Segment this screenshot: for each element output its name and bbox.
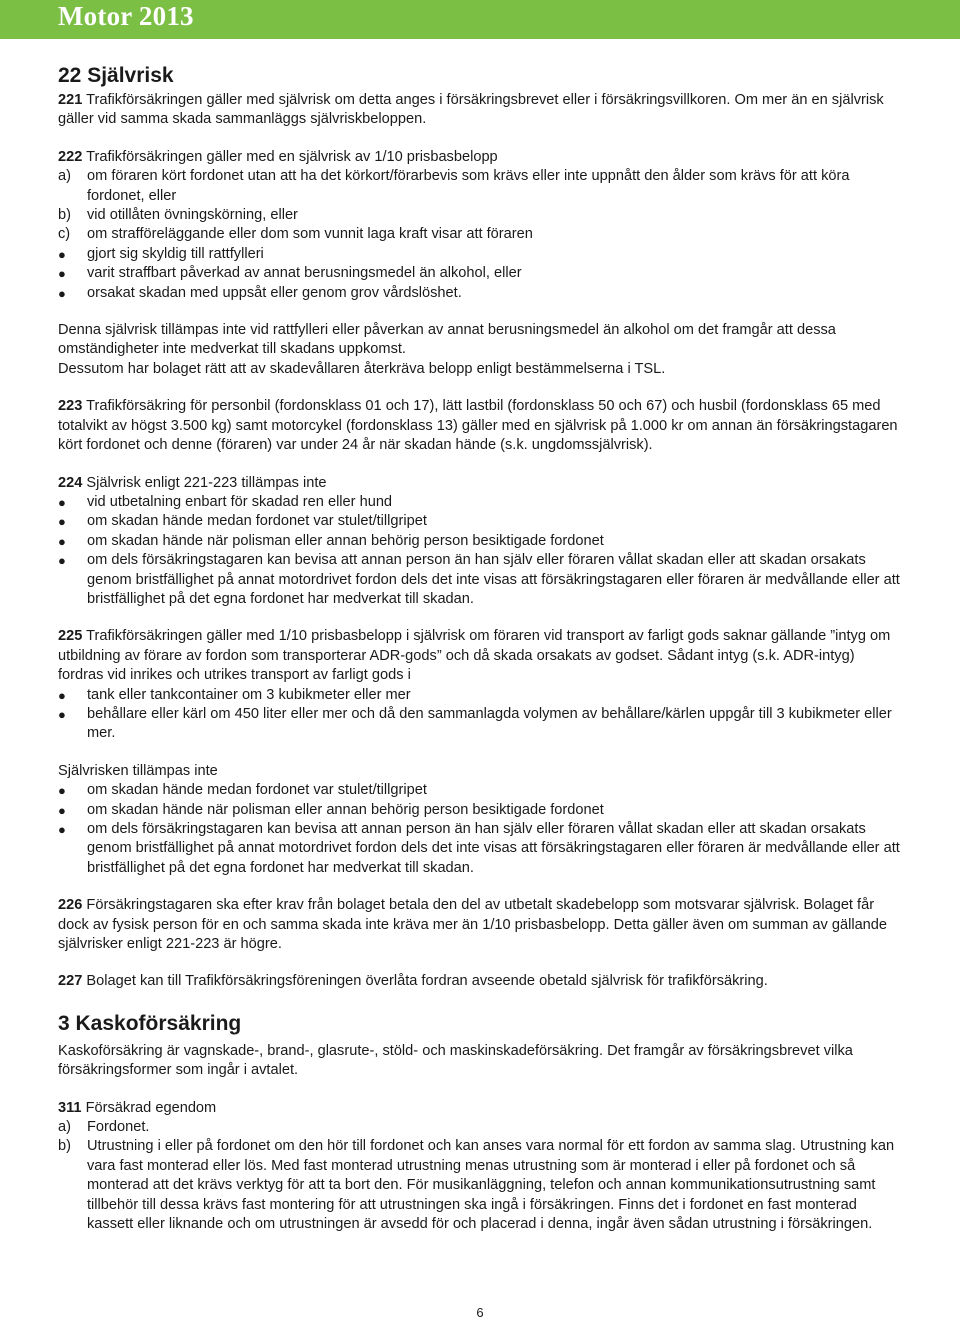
paragraph-text: Självrisk enligt 221-223 tillämpas inte	[82, 474, 327, 491]
paragraph-number: 224	[58, 474, 83, 491]
bullet-icon: ●	[58, 494, 66, 510]
paragraph-222	[58, 148, 900, 303]
paragraph-number: 225	[58, 628, 83, 645]
paragraph-text: Denna självrisk tillämpas inte vid rattfylleri eller påverkan av annat berusningsmedel än alkohol om det framgår att dessa omständigheter inte medverkat till skadans uppkomst.	[58, 322, 836, 358]
bullet-text: gjort sig skyldig till rattfylleri	[87, 245, 264, 262]
paragraph-number: 221	[58, 92, 83, 108]
bullet-text: vid utbetalning enbart för skadad ren eller hund	[87, 493, 393, 510]
bullet-item	[58, 245, 900, 264]
bullet-icon: ●	[58, 783, 66, 799]
list-item-text: om strafföreläggande eller dom som vunnit laga kraft visar att föraren	[87, 226, 533, 243]
bullet-item	[58, 686, 900, 705]
bullet-item	[58, 532, 900, 551]
paragraph-227	[58, 972, 900, 991]
paragraph-text: Trafikförsäkringen gäller med en självrisk av 1/10 prisbasbelopp	[82, 148, 498, 165]
section-intro: Kaskoförsäkring är vagnskade-, brand-, glasrute-, stöld- och maskinskadeförsäkring. Det framgår av försäkringsbrevet vilka försäkringsformer som ingår i avtalet.	[58, 1042, 853, 1079]
bullet-text: om skadan hände när polisman eller annan behörig person besiktigade fordonet	[87, 801, 604, 818]
bullet-text: orsakat skadan med uppsåt eller genom grov vårdslöshet.	[87, 284, 462, 301]
list-item	[58, 1118, 900, 1137]
bullet-text: tank eller tankcontainer om 3 kubikmeter eller mer	[87, 686, 411, 703]
bullet-text: om skadan hände medan fordonet var stulet/tillgripet	[87, 513, 427, 530]
paragraph-text: Dessutom har bolaget rätt att av skadevållaren återkräva belopp enligt bestämmelserna i TSL.	[58, 360, 666, 377]
list-marker: c)	[58, 226, 71, 243]
bullet-icon: ●	[58, 553, 66, 569]
section-heading-3: 3 Kaskoförsäkring	[58, 1011, 242, 1035]
paragraph-text: Bolaget kan till Trafikförsäkringsföreningen överlåta fordran avseende obetald självrisk för trafikförsäkring.	[82, 973, 768, 990]
bullet-icon: ●	[58, 822, 66, 837]
list-item-text: Utrustning i eller på fordonet om den hör till fordonet och kan anses vara normal för ett fordon av samma slag. Utrustning kan vara fast monterad eller lös. Med fast monterad utrustning menas utrustning som är monterad i eller på fordonet och så monterad att det krävs verktyg för att ta bort den. För musikanläggning, telefon och annan kommunikationsutrustning samt tillbehör till dessa krävs fast montering för att utrustningen ska ingå i försäkringen. Finns det i fordonet en fast monterad kassett eller liknande och om utrustningen är avsedd för och placerad i denna, ingår även sådan utrustning i försäkringen.	[87, 1138, 895, 1233]
header-bar	[0, 0, 960, 39]
paragraph-311	[58, 1099, 900, 1235]
bullet-icon: ●	[58, 706, 66, 722]
paragraph-223	[58, 397, 900, 455]
bullet-item	[58, 264, 900, 283]
list-marker: a)	[58, 168, 71, 185]
list-item-text: vid otillåten övningskörning, eller	[87, 207, 298, 224]
paragraph-number: 226	[58, 897, 83, 914]
paragraph-text: Självrisken tillämpas inte	[58, 762, 218, 779]
paragraph-text: Trafikförsäkring för personbil (fordonsklass 01 och 17), lätt lastbil (fordonsklass 50 och 67) och husbil (fordonsklass 65 med totalvikt av högst 3.500 kg) samt motorcykel (fordonsklass 13) gäller med en självrisk på 1.000 kr om annan än försäkringstagaren kört fordonet och denne (föraren) var under 24 år när skadan hände (s.k. ungdomssjälvrisk).	[58, 398, 898, 454]
paragraph-text: Försäkrad egendom	[81, 1099, 217, 1116]
bullet-icon: ●	[58, 687, 66, 703]
list-item	[58, 225, 900, 244]
paragraph-number: 223	[58, 398, 83, 415]
paragraph-number: 311	[58, 1099, 82, 1116]
list-marker: a)	[58, 1119, 71, 1136]
bullet-icon: ●	[58, 285, 66, 301]
bullet-icon: ●	[58, 533, 66, 549]
bullet-icon: ●	[58, 514, 66, 530]
document-body	[58, 64, 900, 1235]
bullet-item	[58, 705, 900, 744]
paragraph-text: Trafikförsäkringen gäller med självrisk om detta anges i försäkringsbrevet eller i försäkringsvillkoren. Om mer än en självrisk gäller vid samma skada sammanläggs självriskbeloppen.	[58, 92, 884, 128]
bullet-item	[58, 820, 900, 878]
list-item	[58, 1137, 900, 1234]
bullet-text: behållare eller kärl om 450 liter eller mer och då den sammanlagda volymen av behållare/kärlen uppgår till 3 kubikmeter eller mer.	[87, 705, 892, 742]
bullet-item	[58, 512, 900, 531]
bullet-item	[58, 801, 900, 820]
paragraph-number: 222	[58, 148, 83, 165]
list-item-text: om föraren kört fordonet utan att ha det körkort/förarbevis som krävs eller inte uppnått den ålder som krävs för att köra fordonet, eller	[87, 168, 850, 204]
document-title: Motor 2013	[58, 1, 194, 31]
paragraph-number: 227	[58, 973, 83, 990]
paragraph-225-exceptions	[58, 762, 900, 878]
paragraph-226	[58, 896, 900, 954]
paragraph-224	[58, 474, 900, 610]
bullet-text: om dels försäkringstagaren kan bevisa att annan person än han själv eller föraren vållat skadan eller att skadan orsakats genom bristfällighet på annat motordrivet fordon dels det inte visas att försäkringstagaren eller föraren är medvållande eller att bristfällighet på det egna fordonet har medverkat till skadan.	[87, 552, 900, 607]
bullet-icon: ●	[58, 266, 66, 282]
bullet-text: om skadan hände medan fordonet var stulet/tillgripet	[87, 782, 427, 799]
bullet-icon: ●	[58, 802, 66, 818]
bullet-item	[58, 284, 900, 303]
bullet-item	[58, 781, 900, 800]
paragraph-text: Trafikförsäkringen gäller med 1/10 prisbasbelopp i självrisk om föraren vid transport av farligt gods saknar gällande ”intyg om utbildning av förare av fordon som transporterar ADR-gods” och då skada orsakats av godset. Sådant intyg (s.k. ADR-intyg) fordras vid inrikes och utrikes transport av farligt gods i	[58, 628, 891, 684]
list-marker: b)	[58, 207, 71, 224]
paragraph-225	[58, 627, 900, 743]
list-item	[58, 167, 900, 206]
bullet-icon: ●	[58, 246, 66, 262]
paragraph-text: Försäkringstagaren ska efter krav från bolaget betala den del av utbetalt skadebelopp som motsvarar självrisk. Bolaget får dock av fysisk person för en och samma skada inte kräva mer än 1/10 prisbasbelopp. Detta gäller även om summan av gällande självrisker enligt 221-223 är högre.	[58, 897, 888, 953]
page-number: 6	[476, 1305, 484, 1320]
list-marker: b)	[58, 1138, 71, 1155]
bullet-text: om skadan hände när polisman eller annan behörig person besiktigade fordonet	[87, 532, 604, 549]
bullet-text: varit straffbart påverkad av annat berusningsmedel än alkohol, eller	[87, 265, 522, 282]
list-item-text: Fordonet.	[87, 1119, 150, 1136]
bullet-text: om dels försäkringstagaren kan bevisa att annan person än han själv eller föraren vållat skadan eller att skadan orsakats genom bristfällighet på annat motordrivet fordon dels det inte visas att försäkringstagaren eller föraren är medvållande eller att bristfällighet på det egna fordonet har medverkat till skadan.	[87, 821, 900, 876]
paragraph-denna	[58, 321, 900, 379]
paragraph-221	[58, 91, 900, 130]
section-heading-22: 22 Självrisk	[58, 64, 174, 87]
list-item	[58, 206, 900, 225]
bullet-item	[58, 551, 900, 609]
bullet-item	[58, 493, 900, 512]
